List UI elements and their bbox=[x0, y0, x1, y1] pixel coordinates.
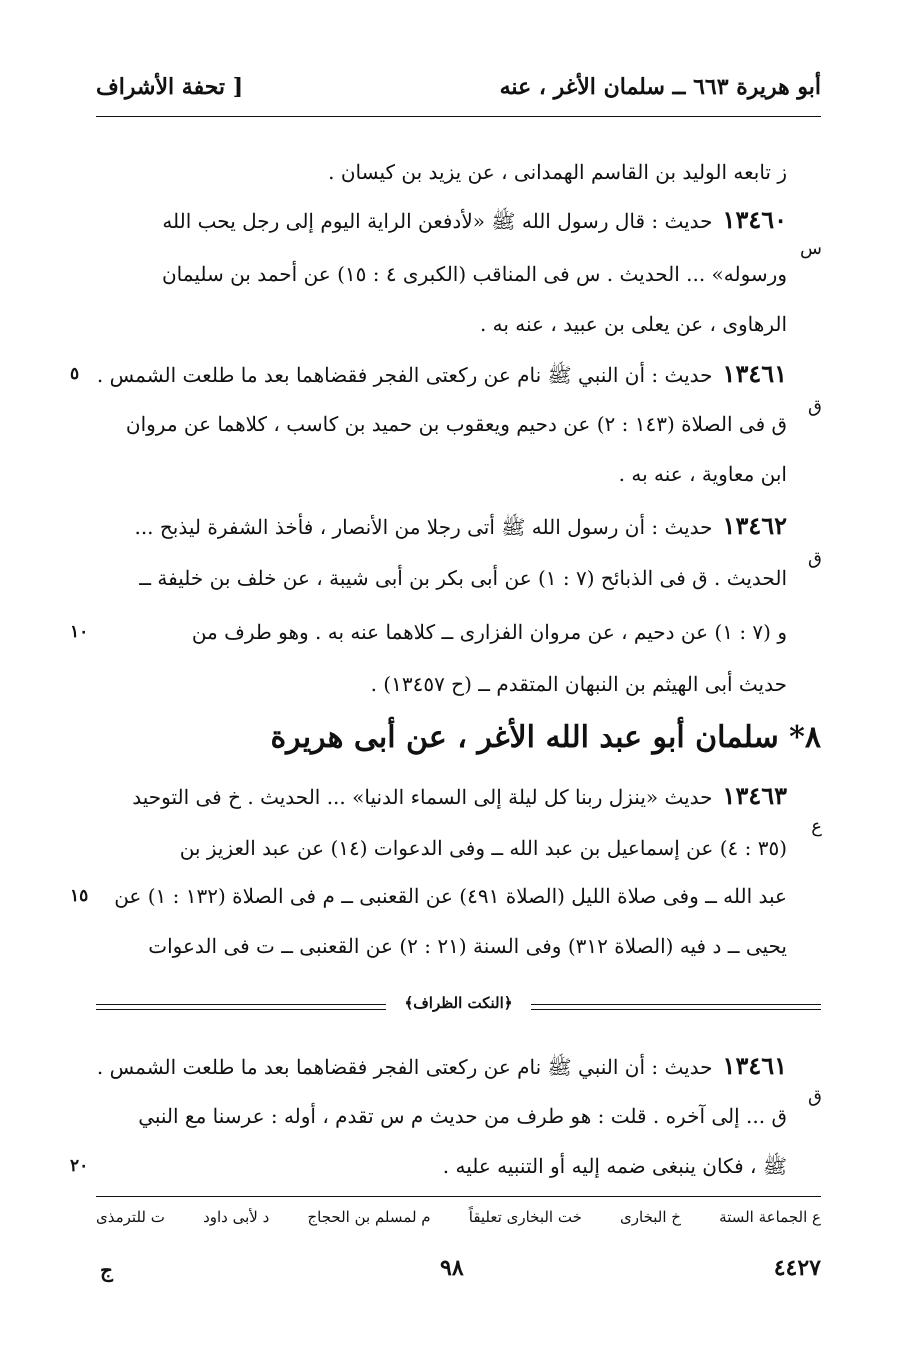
page-number: ٩٨ bbox=[440, 1255, 464, 1281]
sigla-marker: س bbox=[800, 238, 822, 259]
volume-number: ٤٤٢٧ bbox=[773, 1255, 821, 1281]
notes-divider bbox=[96, 994, 821, 1014]
abbreviation-item: م لمسلم بن الحجاج bbox=[307, 1208, 431, 1226]
header-rule bbox=[96, 116, 821, 117]
line-margin-number: ٥ bbox=[70, 364, 80, 384]
body-line: و (٧ : ١) عن دحيم ، عن مروان الفزارى ــ كلاهما عنه به . وهو طرف من bbox=[191, 620, 787, 644]
hadith-number: ١٣٤٦٣ bbox=[722, 782, 787, 810]
line-margin-number: ٢٠ bbox=[70, 1156, 89, 1176]
sigla-marker: ق bbox=[808, 548, 822, 569]
note-line: ق ... إلى آخره . قلت : هو طرف من حديث م س تقدم ، أوله : عرسنا مع النبي bbox=[138, 1104, 787, 1128]
note-line: ﷺ ، فكان ينبغى ضمه إليه أو التنبيه عليه . bbox=[442, 1154, 787, 1178]
abbreviation-item: خت البخارى تعليقاً bbox=[468, 1208, 582, 1226]
body-line: عبد الله ــ وفى صلاة الليل (الصلاة ٤٩١) عن القعنبى ــ م فى الصلاة (١٣٢ : ١) عن bbox=[114, 884, 787, 908]
body-line: حديث أبى الهيثم بن النبهان المتقدم ــ (ح ١٣٤٥٧) . bbox=[370, 672, 787, 696]
note-number: ١٣٤٦١ bbox=[722, 1052, 787, 1080]
sigla-marker: ق bbox=[808, 1086, 822, 1107]
book-title-header: [ تحفة الأشراف bbox=[96, 74, 244, 100]
abbreviation-item: ت للترمذى bbox=[96, 1208, 165, 1226]
abbreviation-item: د لأبى داود bbox=[203, 1208, 270, 1226]
hadith-number: ١٣٤٦٢ bbox=[722, 512, 787, 540]
abbreviation-item: ع الجماعة الستة bbox=[719, 1208, 821, 1226]
section-heading: ٨* سلمان أبو عبد الله الأغر ، عن أبى هريرة bbox=[270, 720, 821, 755]
body-line: (٣٥ : ٤) عن إسماعيل بن عبد الله ــ وفى الدعوات (١٤) عن عبد العزيز بن bbox=[179, 836, 787, 860]
abbreviations-key bbox=[96, 1208, 821, 1226]
hadith-13461: ١٣٤٦١حديث : أن النبي ﷺ نام عن ركعتى الفجر فقضاهما بعد ما طلعت الشمس . bbox=[97, 360, 787, 388]
running-header-title: أبو هريرة ٦٦٣ ــ سلمان الأغر ، عنه bbox=[499, 74, 821, 100]
abbreviation-item: خ البخارى bbox=[620, 1208, 681, 1226]
hadith-13460: ١٣٤٦٠حديث : قال رسول الله ﷺ «لأدفعن الراية اليوم إلى رجل يحب الله bbox=[162, 206, 787, 234]
divider-rule bbox=[96, 1004, 386, 1010]
body-line: يحيى ــ د فيه (الصلاة ٣١٢) وفى السنة (٢١ : ٢) عن القعنبى ــ ت فى الدعوات bbox=[148, 934, 787, 958]
body-line: الرهاوى ، عن يعلى بن عبيد ، عنه به . bbox=[479, 312, 787, 336]
line-margin-number: ١٠ bbox=[70, 622, 89, 642]
hadith-13462: ١٣٤٦٢حديث : أن رسول الله ﷺ أتى رجلا من الأنصار ، فأخذ الشفرة ليذبح ... bbox=[134, 512, 787, 540]
part-letter: ج bbox=[100, 1258, 113, 1282]
divider-label: ﴿النكت الظراف﴾ bbox=[404, 994, 513, 1012]
line-margin-number: ١٥ bbox=[70, 886, 89, 906]
divider-rule bbox=[531, 1004, 821, 1010]
sigla-marker: ع bbox=[811, 816, 822, 837]
body-line: ابن معاوية ، عنه به . bbox=[618, 462, 787, 486]
sigla-marker: ق bbox=[808, 396, 822, 417]
body-line: الحديث . ق فى الذبائح (٧ : ١) عن أبى بكر بن أبى شيبة ، عن خلف بن خليفة ــ bbox=[139, 566, 787, 590]
note-13461: ١٣٤٦١حديث : أن النبي ﷺ نام عن ركعتى الفجر فقضاهما بعد ما طلعت الشمس . bbox=[97, 1052, 787, 1080]
hadith-number: ١٣٤٦٠ bbox=[722, 206, 787, 234]
hadith-number: ١٣٤٦١ bbox=[722, 360, 787, 388]
body-line: ز تابعه الوليد بن القاسم الهمدانى ، عن يزيد بن كيسان . bbox=[328, 160, 787, 184]
hadith-13463: ١٣٤٦٣حديث «ينزل ربنا كل ليلة إلى السماء الدنيا» ... الحديث . خ فى التوحيد bbox=[132, 782, 787, 810]
body-line: ورسوله» ... الحديث . س فى المناقب (الكبرى ٤ : ١٥) عن أحمد بن سليمان bbox=[161, 262, 787, 286]
abbreviations-rule bbox=[96, 1196, 821, 1197]
body-line: ق فى الصلاة (١٤٣ : ٢) عن دحيم ويعقوب بن حميد بن كاسب ، كلاهما عن مروان bbox=[125, 412, 787, 436]
